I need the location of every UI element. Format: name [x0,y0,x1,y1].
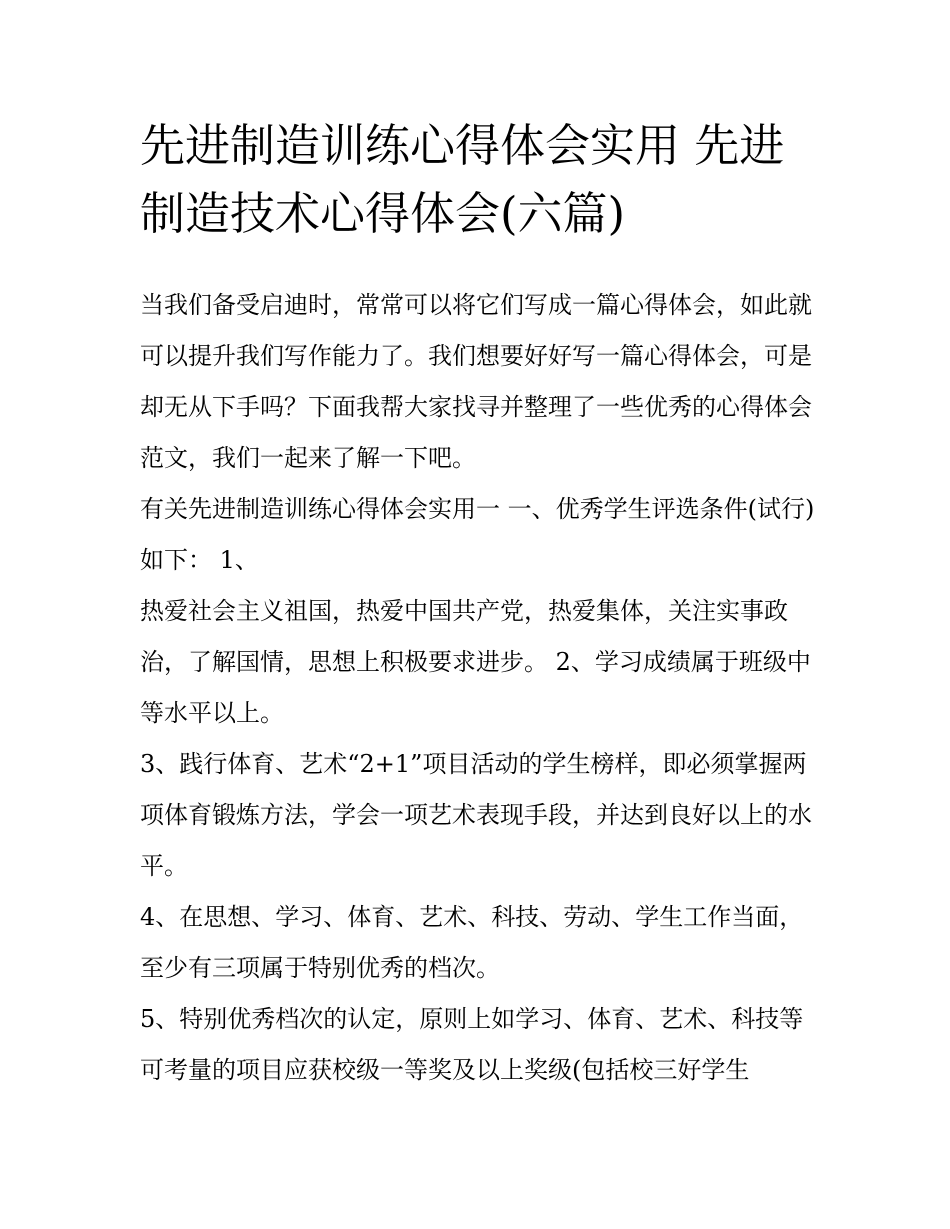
paragraph-item-4: 4、在思想、学习、体育、艺术、科技、劳动、学生工作当面，至少有三项属于特别优秀的档次。 [140,903,804,982]
paragraph-item-1: 热爱社会主义祖国，热爱中国共产党，热爱集体，关注实事政治，了解国情，思想上积极要求进步。 2、学习成绩属于班级中等水平以上。 [140,597,811,727]
paragraph-item-3: 3、践行体育、艺术“2+1”项目活动的学生榜样，即必须掌握两项体育锻炼方法，学会一项艺术表现手段，并达到良好以上的水平。 [140,750,812,880]
paragraph-item-5: 5、特别优秀档次的认定，原则上如学习、体育、艺术、科技等可考量的项目应获校级一等奖及以上奖级(包括校三好学生 [140,1005,804,1084]
document-title: 先进制造训练心得体会实用 先进制造技术心得体会(六篇) [140,119,785,240]
paragraph-section-heading: 有关先进制造训练心得体会实用一 一、优秀学生评选条件(试行)如下： 1、 [140,495,815,574]
paragraph-intro: 当我们备受启迪时，常常可以将它们写成一篇心得体会，如此就可以提升我们写作能力了。我们想要好好写一篇心得体会，可是却无从下手吗？下面我帮大家找寻并整理了一些优秀的心得体会范文，我们一起来了解一下吧。 [140,291,812,472]
document-body [140,280,815,1096]
